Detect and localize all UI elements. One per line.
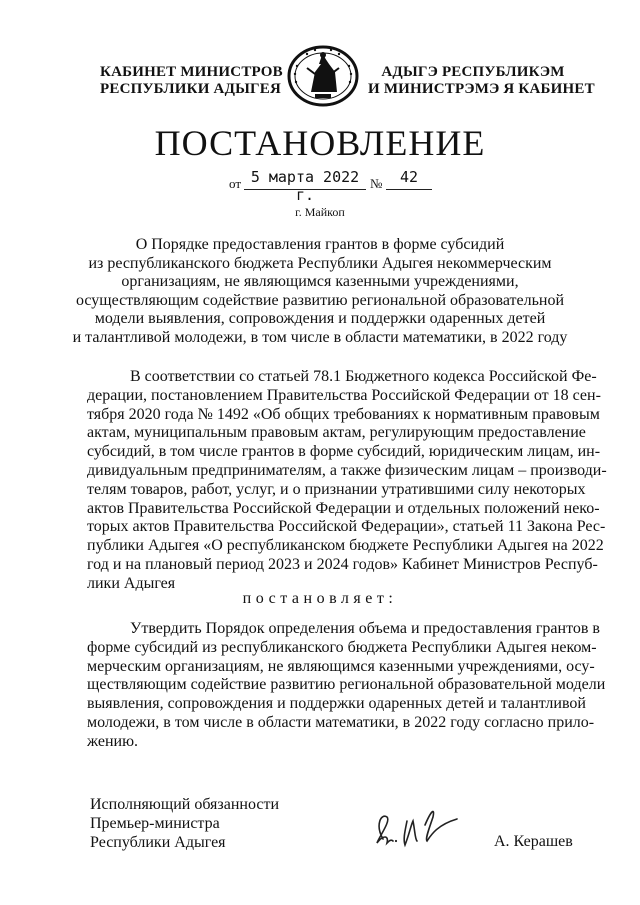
signatory-name: А. Керашев xyxy=(494,833,573,850)
preamble-line: торых актов Правительства Российской Федерации», статьей 11 Закона Рес- xyxy=(87,518,606,536)
handwritten-signature xyxy=(365,795,475,855)
header-left-line2: РЕСПУБЛИКИ АДЫГЕЯ xyxy=(100,81,282,97)
subject-line: из республиканского бюджета Республики Адыгея некоммерческим xyxy=(88,254,552,272)
header-right xyxy=(368,64,595,98)
document-subject xyxy=(60,236,580,348)
subject-line: О Порядке предоставления грантов в форме субсидий xyxy=(135,236,505,253)
subject-line: осуществляющим содействие развитию региональной образовательной xyxy=(75,291,565,309)
city: г. Майкоп xyxy=(295,205,345,219)
document-title: ПОСТАНОВЛЕНИЕ xyxy=(154,123,486,163)
coat-of-arms-icon xyxy=(285,44,361,108)
preamble-line: субсидий, в том числе грантов в форме субсидий, юридическим лицам, ин- xyxy=(87,443,601,461)
header-left-line1: КАБИНЕТ МИНИСТРОВ xyxy=(100,64,283,80)
preamble-line: публики Адыгея «О республиканском бюджете Республики Адыгея на 2022 xyxy=(87,537,604,555)
preamble-line: дерации, постановлением Правительства Российской Федерации от 18 сен- xyxy=(87,386,601,404)
resolution-line: Утвердить Порядок определения объема и предоставления грантов в xyxy=(130,620,600,637)
header-right-line1: АДЫГЭ РЕСПУБЛИКЭМ xyxy=(381,64,565,80)
preamble-line: тября 2020 года № 1492 «Об общих требованиях к нормативным правовым xyxy=(87,405,600,423)
preamble-line: лики Адыгея xyxy=(87,574,176,592)
date-value: 5 марта 2022 г. xyxy=(250,168,360,204)
signatory-line: Премьер-министра xyxy=(90,815,220,832)
subject-line: модели выявления, сопровождения и поддержки одаренных детей xyxy=(94,310,546,328)
number-value: 42 xyxy=(399,168,419,186)
header-right-line2: И МИНИСТРЭМЭ Я КАБИНЕТ xyxy=(368,81,595,97)
subject-line: и талантливой молодежи, в том числе в области математики, в 2022 году xyxy=(72,328,568,346)
resolution-line: форме субсидий из республиканского бюджета Республики Адыгея неком- xyxy=(87,638,597,656)
resolution-line: мерческим организациям, не являющимся казенными учреждениями, осу- xyxy=(87,657,595,675)
preamble-line: год и на плановый период 2023 и 2024 годов» Кабинет Министров Респуб- xyxy=(87,555,598,573)
header-left xyxy=(100,64,283,98)
preamble-paragraph xyxy=(87,368,607,594)
preamble-line: актам, муниципальным правовым актам, регулирующим предоставление xyxy=(87,424,586,442)
signatory-position xyxy=(90,795,279,852)
preamble-line: актов Правительства Российской Федерации и отдельных положений неко- xyxy=(87,499,600,517)
subject-line: организациям, не являющимся казенными учреждениями, xyxy=(121,273,519,291)
resolution-line: ществляющим содействие развитию региональной образовательной модели xyxy=(87,676,606,694)
preamble-line: В соответствии со статьей 78.1 Бюджетного кодекса Российской Фе- xyxy=(130,368,597,385)
resolves-heading: постановляет: xyxy=(242,590,398,607)
date-label: от xyxy=(229,176,242,191)
resolution-line: выявления, сопровождения и поддержки одаренных детей и талантливой xyxy=(87,695,586,713)
resolution-paragraph xyxy=(87,620,606,752)
resolution-line: молодежи, в том числе в области математики, в 2022 году согласно прило- xyxy=(87,713,595,731)
signatory-line: Исполняющий обязанности xyxy=(90,796,280,813)
date-number-row xyxy=(0,166,640,204)
preamble-line: телям товаров, работ, услуг, и о признании утратившими силу некоторых xyxy=(87,480,586,498)
signatory-line: Республики Адыгея xyxy=(90,834,226,851)
number-label: № xyxy=(370,176,383,191)
number-underline xyxy=(386,189,432,190)
preamble-line: дивидуальным предпринимателям, а также физическим лицам – производи- xyxy=(87,461,607,479)
resolution-line: жению. xyxy=(87,732,139,750)
